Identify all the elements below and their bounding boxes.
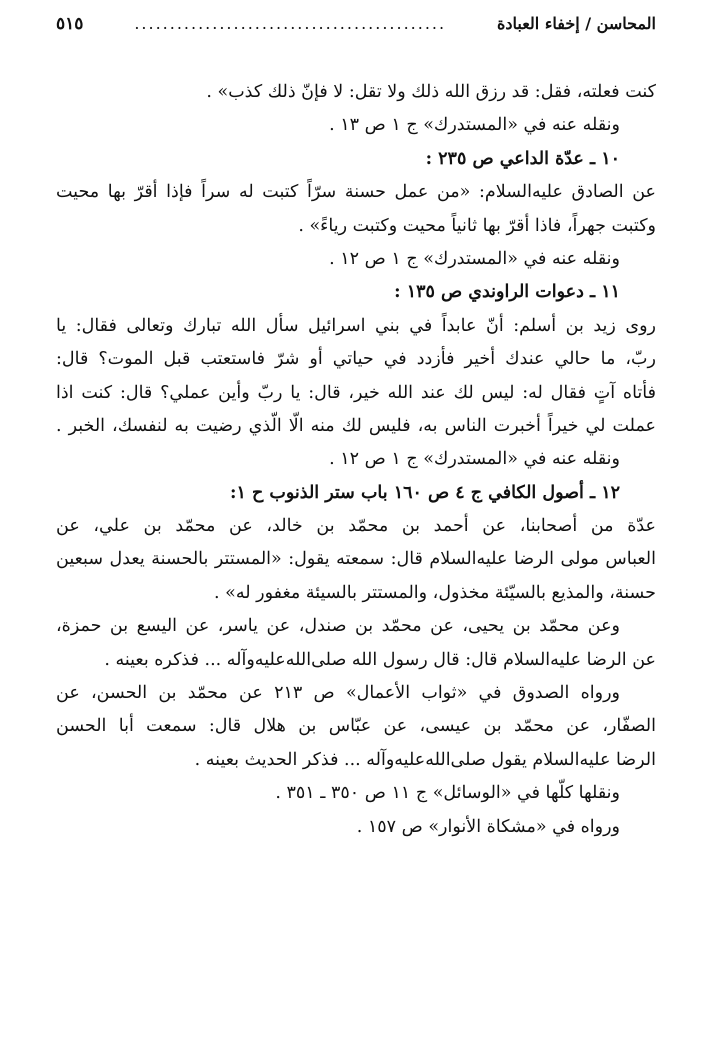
text-line: كنت فعلته، فقل: قد رزق الله ذلك ولا تقل: لا فإنّ ذلك كذب» . bbox=[206, 82, 656, 102]
text-line: وعن محمّد بن يحيى، عن محمّد بن صندل، عن ياسر، عن اليسع بن حمزة، bbox=[56, 616, 620, 637]
text-line: عدّة من أصحابنا، عن أحمد بن محمّد بن خالد، عن محمّد بن علي، عن bbox=[56, 516, 656, 537]
text-line: وكتبت جهراً، فاذا أقرّ بها ثانياً محيت وكتبت رياءً» . bbox=[298, 215, 656, 236]
text-line: عن الصادق عليه‌السلام: «من عمل حسنة سرّاً كتبت له سراً فإذا أقرّ بها محيت bbox=[56, 182, 656, 203]
running-head-title: المحاسن / إخفاء العبادة bbox=[497, 14, 656, 33]
text-line: ربّ، ما حالي عندك أخير فأزدد في حياتي أو شرّ فاستعتب قبل الموت؟ قال: bbox=[56, 349, 656, 370]
section-heading: ١١ ـ دعوات الراوندي ص ١٣٥ : bbox=[394, 282, 620, 303]
section-heading: ١٠ ـ عدّة الداعي ص ٢٣٥ : bbox=[425, 148, 620, 169]
text-line: روى زيد بن أسلم: أنّ عابداً في بني اسرائيل سأل الله تبارك وتعالى فقال: يا bbox=[56, 315, 656, 336]
citation-line: ورواه في «مشكاة الأنوار» ص ١٥٧ . bbox=[356, 816, 620, 837]
leader-dots: ............................................ bbox=[134, 14, 447, 33]
citation-line: ونقله عنه في «المستدرك» ج ١ ص ١٢ . bbox=[329, 449, 620, 470]
page-body bbox=[56, 76, 656, 844]
text-line: ورواه الصدوق في «ثواب الأعمال» ص ٢١٣ عن محمّد بن الحسن، عن bbox=[56, 683, 620, 704]
citation-line: ونقلها كلّها في «الوسائل» ج ١١ ص ٣٥٠ ـ ٣٥١ . bbox=[275, 783, 620, 804]
text-line: الرضا عليه‌السلام يقول صلى‌الله‌عليه‌وآله ... فذكر الحديث بعينه . bbox=[194, 749, 656, 770]
text-line: فأتاه آتٍ فقال له: ليس لك عند الله خير، قال: يا ربّ وأين عملي؟ قال: كنت اذا bbox=[56, 382, 656, 403]
text-line: الصفّار، عن محمّد بن عيسى، عن عبّاس بن هلال قال: سمعت أبا الحسن bbox=[56, 716, 656, 737]
text-line: عن الرضا عليه‌السلام قال: قال رسول الله صلى‌الله‌عليه‌وآله ... فذكره بعينه . bbox=[104, 649, 656, 670]
running-head bbox=[56, 14, 656, 50]
text-line: العباس مولى الرضا عليه‌السلام قال: سمعته يقول: «المستتر بالحسنة يعدل سبعين bbox=[56, 549, 656, 570]
text-line: حسنة، والمذيع بالسيّئة مخذول، والمستتر بالسيئة مغفور له» . bbox=[214, 582, 656, 603]
citation-line: ونقله عنه في «المستدرك» ج ١ ص ١٣ . bbox=[329, 115, 620, 136]
section-heading: ١٢ ـ أصول الكافي ج ٤ ص ١٦٠ باب ستر الذنوب ح ١: bbox=[230, 482, 620, 503]
text-line: عملت لي خيراً أخبرت الناس به، فليس لك منه الّا الّذي رضيت به لنفسك، الخبر . bbox=[56, 415, 656, 436]
page-number: ٥١٥ bbox=[56, 14, 84, 34]
citation-line: ونقله عنه في «المستدرك» ج ١ ص ١٢ . bbox=[329, 248, 620, 269]
